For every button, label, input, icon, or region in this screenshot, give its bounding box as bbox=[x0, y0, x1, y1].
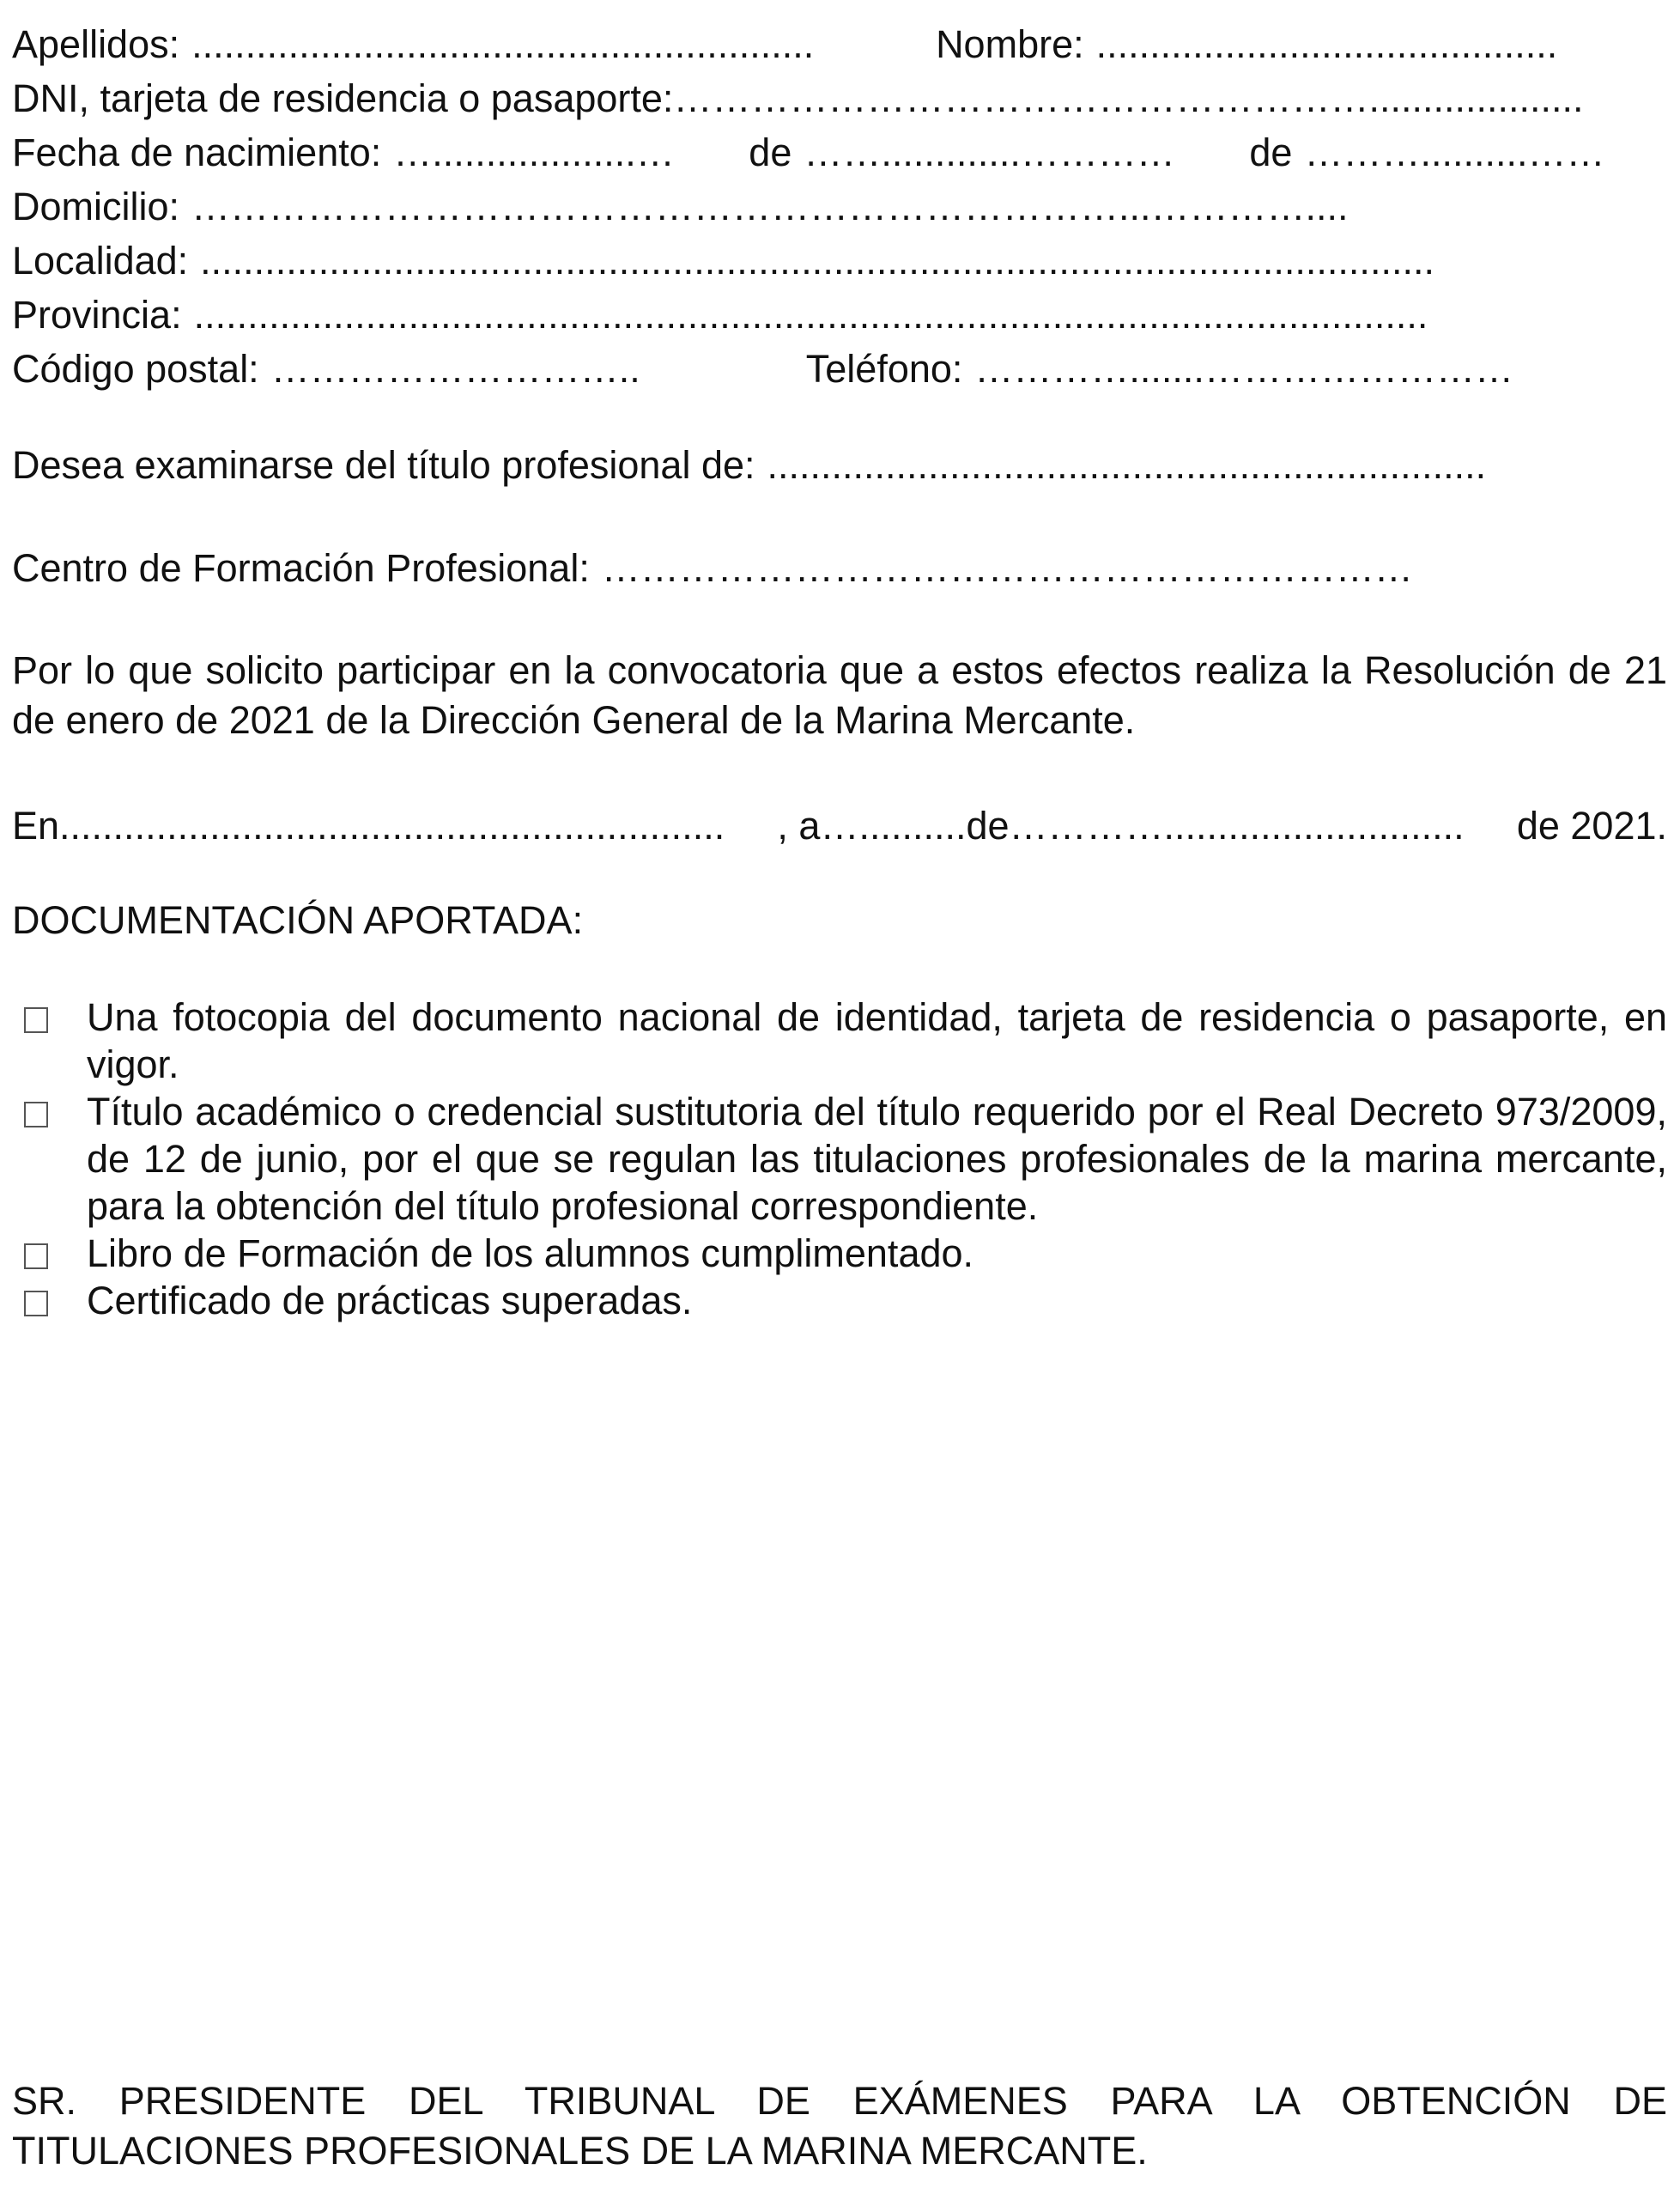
dni-field[interactable]: ……………………………………………….................... bbox=[673, 76, 1584, 120]
mes-field[interactable]: …………............................ bbox=[1009, 804, 1465, 848]
telefono-field[interactable]: ………….......…………………… bbox=[974, 347, 1513, 391]
personal-data-section bbox=[12, 17, 1667, 396]
centro-label: Centro de Formación Profesional: bbox=[12, 546, 590, 590]
documentacion-list bbox=[12, 994, 1667, 1324]
apellidos-field[interactable]: .......................................................... bbox=[191, 22, 815, 66]
destinatario-paragraph: SR. PRESIDENTE DEL TRIBUNAL DE EXÁMENES PARA LA OBTENCIÓN DE TITULACIONES PROFESIONALES DE LA MARINA MERCANTE. bbox=[12, 2079, 1667, 2173]
localidad-row bbox=[12, 234, 1667, 288]
titulo-section bbox=[12, 438, 1667, 492]
localidad-field[interactable]: ................................................................................................................... bbox=[200, 239, 1434, 283]
solicitud-paragraph: Por lo que solicito participar en la convocatoria que a estos efectos realiza la Resolución de 21 de enero de 2021 de la Dirección General de la Marina Mercante. bbox=[12, 648, 1667, 742]
apellidos-label: Apellidos: bbox=[12, 22, 180, 66]
dni-row bbox=[12, 71, 1667, 125]
telefono-label: Teléfono: bbox=[805, 347, 963, 391]
documentacion-heading-block bbox=[12, 893, 1667, 947]
provincia-row bbox=[12, 288, 1667, 342]
fecha-mes-field[interactable]: …….............………… bbox=[804, 131, 1175, 174]
document-item-text: Título académico o credencial sustitutoria del título requerido por el Real Decreto 973/2009, de 12 de junio, por el que se regulan las titulaciones profesionales de la marina mercante, para la obtención del título profesional correspondiente. bbox=[87, 1090, 1667, 1228]
domicilio-label: Domicilio: bbox=[12, 185, 180, 228]
solicitud-section bbox=[12, 646, 1667, 745]
fecha-anio-field[interactable]: ………..........…… bbox=[1304, 131, 1605, 174]
dia-field[interactable]: ….......... bbox=[820, 804, 967, 848]
titulo-field[interactable]: ................................................................... bbox=[767, 443, 1487, 487]
centro-row bbox=[12, 541, 1667, 595]
list-item bbox=[12, 1088, 1667, 1230]
titulo-row bbox=[12, 438, 1667, 492]
domicilio-field[interactable]: ………………………………………………………………...………….... bbox=[191, 185, 1349, 228]
provincia-field[interactable]: ................................................................................................................... bbox=[193, 293, 1428, 337]
titulo-label: Desea examinarse del título profesional de: bbox=[12, 443, 755, 487]
fecha-label: Fecha de nacimiento: bbox=[12, 131, 382, 174]
cp-label: Código postal: bbox=[12, 347, 259, 391]
nombre-field[interactable]: ........................................... bbox=[1095, 22, 1558, 66]
document-item-text: Certificado de prácticas superadas. bbox=[87, 1279, 693, 1322]
fecha-de-2: de bbox=[1249, 131, 1293, 174]
documentacion-heading: DOCUMENTACIÓN APORTADA: bbox=[12, 898, 584, 942]
cp-telefono-row bbox=[12, 342, 1667, 396]
year-label: de 2021. bbox=[1516, 804, 1667, 848]
provincia-label: Provincia: bbox=[12, 293, 182, 337]
fecha-dia-field[interactable]: …...................… bbox=[393, 131, 675, 174]
lugar-fecha-section bbox=[12, 799, 1667, 853]
nombre-label: Nombre: bbox=[936, 22, 1084, 66]
a-label: , a bbox=[777, 804, 821, 848]
cp-field[interactable]: ……………………….. bbox=[270, 347, 640, 391]
document-item-text: Libro de Formación de los alumnos cumplimentado. bbox=[87, 1231, 974, 1275]
list-item bbox=[12, 1230, 1667, 1277]
fecha-de-1: de bbox=[749, 131, 792, 174]
apellidos-nombre-row bbox=[12, 17, 1667, 71]
list-item bbox=[12, 1277, 1667, 1324]
en-label: En bbox=[12, 804, 60, 848]
document-item-text: Una fotocopia del documento nacional de identidad, tarjeta de residencia o pasaporte, en vigor. bbox=[87, 995, 1667, 1086]
localidad-label: Localidad: bbox=[12, 239, 189, 283]
dni-label: DNI, tarjeta de residencia o pasaporte: bbox=[12, 76, 674, 120]
fecha-nacimiento-row bbox=[12, 125, 1667, 179]
de-label: de bbox=[966, 804, 1010, 848]
centro-section bbox=[12, 541, 1667, 595]
lugar-field[interactable]: .............................................................. bbox=[59, 804, 725, 848]
destinatario-section bbox=[12, 2076, 1667, 2176]
centro-field[interactable]: ……………………………………………………… bbox=[601, 546, 1413, 590]
document-checkbox[interactable] bbox=[24, 1243, 48, 1269]
documentacion-list-block bbox=[12, 994, 1667, 1324]
document-checkbox[interactable] bbox=[24, 1291, 48, 1316]
document-checkbox[interactable] bbox=[24, 1102, 48, 1127]
list-item bbox=[12, 994, 1667, 1088]
lugar-fecha-row bbox=[12, 799, 1667, 853]
domicilio-row bbox=[12, 179, 1667, 234]
document-checkbox[interactable] bbox=[24, 1007, 48, 1033]
